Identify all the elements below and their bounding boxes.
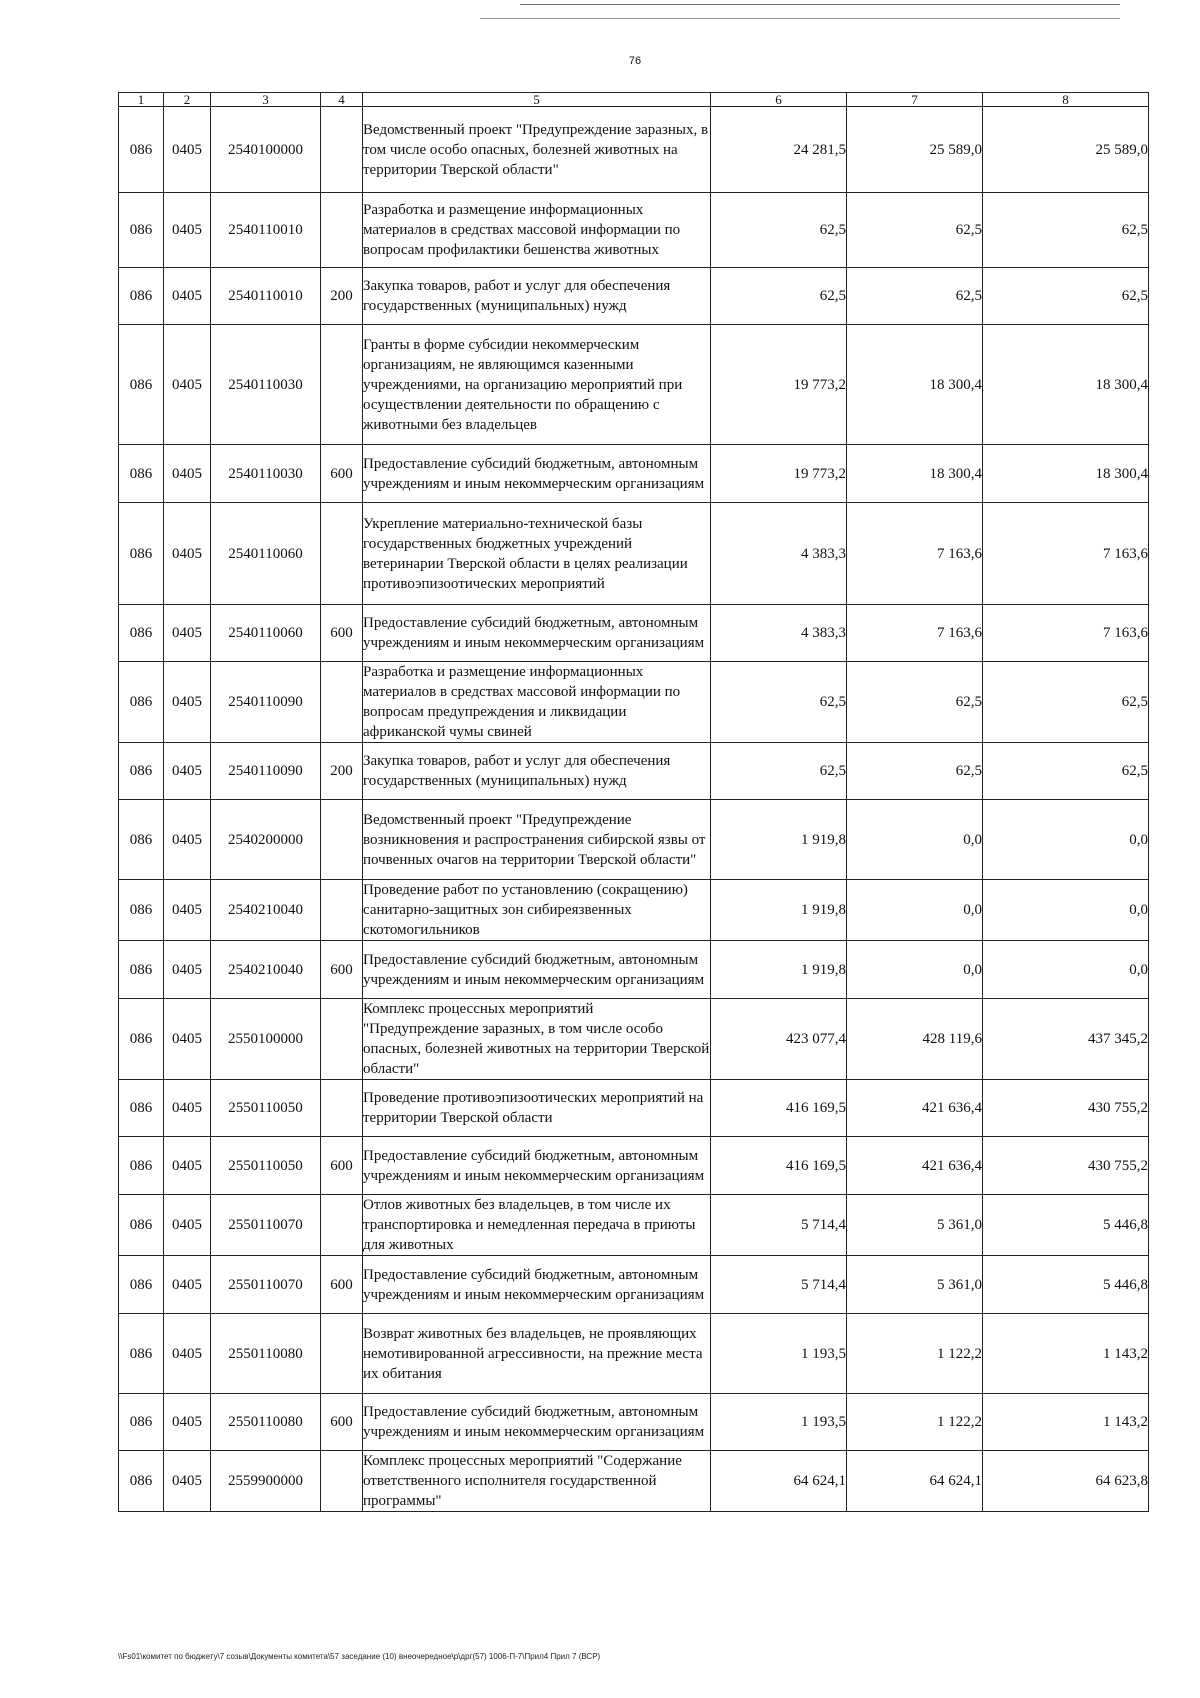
cell-section-code: 0405 xyxy=(164,1080,211,1137)
footer-file-path: \\Fs01\комитет по бюджету\7 созыв\Документы комитета\57 заседание (10) внеочередное\р\дрг(57) 1006-П-7\Прил4 Прил 7 (ВСР) xyxy=(118,1652,601,1661)
cell-expense-type xyxy=(321,662,363,743)
cell-description: Комплекс процессных мероприятий "Содержание ответственного исполнителя государственной программы" xyxy=(363,1451,711,1512)
column-header: 4 xyxy=(321,93,363,107)
cell-expense-type xyxy=(321,503,363,605)
cell-amount-col8: 1 143,2 xyxy=(983,1394,1149,1451)
cell-target-article: 2540110010 xyxy=(211,193,321,268)
cell-amount-col6: 1 919,8 xyxy=(711,800,847,880)
table-row xyxy=(119,1137,1149,1195)
cell-amount-col6: 24 281,5 xyxy=(711,107,847,193)
cell-expense-type: 600 xyxy=(321,1394,363,1451)
cell-amount-col6: 1 919,8 xyxy=(711,880,847,941)
cell-section-code: 0405 xyxy=(164,880,211,941)
cell-expense-type xyxy=(321,1080,363,1137)
cell-section-code: 0405 xyxy=(164,445,211,503)
cell-section-code: 0405 xyxy=(164,1256,211,1314)
cell-amount-col6: 19 773,2 xyxy=(711,445,847,503)
cell-amount-col6: 1 193,5 xyxy=(711,1314,847,1394)
table-row xyxy=(119,325,1149,445)
cell-expense-type: 200 xyxy=(321,743,363,800)
cell-target-article: 2540110030 xyxy=(211,325,321,445)
cell-expense-type: 600 xyxy=(321,941,363,999)
table-row xyxy=(119,800,1149,880)
cell-expense-type: 600 xyxy=(321,605,363,662)
cell-amount-col8: 5 446,8 xyxy=(983,1256,1149,1314)
cell-description: Комплекс процессных мероприятий "Предупреждение заразных, в том числе особо опасных, болезней животных на территории Тверской области" xyxy=(363,999,711,1080)
cell-section-code: 0405 xyxy=(164,662,211,743)
table-row xyxy=(119,1080,1149,1137)
cell-section-code: 0405 xyxy=(164,107,211,193)
cell-amount-col6: 416 169,5 xyxy=(711,1080,847,1137)
cell-target-article: 2540110090 xyxy=(211,662,321,743)
cell-target-article: 2540110030 xyxy=(211,445,321,503)
cell-target-article: 2559900000 xyxy=(211,1451,321,1512)
cell-section-code: 0405 xyxy=(164,1451,211,1512)
cell-target-article: 2550110080 xyxy=(211,1394,321,1451)
cell-target-article: 2540110090 xyxy=(211,743,321,800)
cell-target-article: 2540210040 xyxy=(211,880,321,941)
table-row xyxy=(119,999,1149,1080)
table-row xyxy=(119,1394,1149,1451)
cell-target-article: 2550110070 xyxy=(211,1195,321,1256)
cell-section-code: 0405 xyxy=(164,325,211,445)
cell-ministry-code: 086 xyxy=(119,325,164,445)
cell-ministry-code: 086 xyxy=(119,445,164,503)
cell-amount-col8: 5 446,8 xyxy=(983,1195,1149,1256)
cell-expense-type xyxy=(321,1195,363,1256)
cell-description: Гранты в форме субсидии некоммерческим организациям, не являющимся казенными учреждениями, на организацию мероприятий при осуществлении деятельности по обращению с животными без владельцев xyxy=(363,325,711,445)
table-row xyxy=(119,941,1149,999)
cell-expense-type: 200 xyxy=(321,268,363,325)
cell-amount-col7: 428 119,6 xyxy=(847,999,983,1080)
cell-description: Ведомственный проект "Предупреждение заразных, в том числе особо опасных, болезней животных на территории Тверской области" xyxy=(363,107,711,193)
cell-description: Предоставление субсидий бюджетным, автономным учреждениям и иным некоммерческим организациям xyxy=(363,445,711,503)
table-row xyxy=(119,268,1149,325)
cell-expense-type xyxy=(321,880,363,941)
cell-section-code: 0405 xyxy=(164,1137,211,1195)
cell-amount-col8: 430 755,2 xyxy=(983,1137,1149,1195)
cell-amount-col7: 1 122,2 xyxy=(847,1314,983,1394)
cell-expense-type xyxy=(321,107,363,193)
cell-amount-col6: 423 077,4 xyxy=(711,999,847,1080)
column-header: 3 xyxy=(211,93,321,107)
cell-amount-col7: 62,5 xyxy=(847,662,983,743)
cell-target-article: 2550110070 xyxy=(211,1256,321,1314)
cell-description: Предоставление субсидий бюджетным, автономным учреждениям и иным некоммерческим организациям xyxy=(363,941,711,999)
cell-amount-col8: 0,0 xyxy=(983,880,1149,941)
cell-target-article: 2550100000 xyxy=(211,999,321,1080)
cell-amount-col8: 7 163,6 xyxy=(983,605,1149,662)
cell-amount-col7: 7 163,6 xyxy=(847,605,983,662)
cell-amount-col7: 18 300,4 xyxy=(847,325,983,445)
cell-amount-col8: 18 300,4 xyxy=(983,445,1149,503)
cell-section-code: 0405 xyxy=(164,605,211,662)
page-number: 76 xyxy=(628,55,642,67)
table-row xyxy=(119,503,1149,605)
cell-amount-col7: 421 636,4 xyxy=(847,1137,983,1195)
cell-amount-col6: 4 383,3 xyxy=(711,605,847,662)
table-row xyxy=(119,605,1149,662)
cell-amount-col7: 0,0 xyxy=(847,800,983,880)
cell-target-article: 2540110060 xyxy=(211,503,321,605)
cell-amount-col6: 62,5 xyxy=(711,662,847,743)
cell-expense-type: 600 xyxy=(321,1256,363,1314)
cell-description: Предоставление субсидий бюджетным, автономным учреждениям и иным некоммерческим организациям xyxy=(363,605,711,662)
cell-amount-col7: 62,5 xyxy=(847,193,983,268)
cell-target-article: 2550110050 xyxy=(211,1080,321,1137)
cell-ministry-code: 086 xyxy=(119,662,164,743)
cell-description: Закупка товаров, работ и услуг для обеспечения государственных (муниципальных) нужд xyxy=(363,743,711,800)
cell-amount-col6: 62,5 xyxy=(711,268,847,325)
cell-description: Предоставление субсидий бюджетным, автономным учреждениям и иным некоммерческим организациям xyxy=(363,1394,711,1451)
cell-amount-col7: 5 361,0 xyxy=(847,1195,983,1256)
cell-ministry-code: 086 xyxy=(119,1394,164,1451)
cell-amount-col8: 18 300,4 xyxy=(983,325,1149,445)
cell-ministry-code: 086 xyxy=(119,999,164,1080)
cell-ministry-code: 086 xyxy=(119,1451,164,1512)
column-header: 2 xyxy=(164,93,211,107)
cell-amount-col8: 62,5 xyxy=(983,193,1149,268)
cell-ministry-code: 086 xyxy=(119,941,164,999)
cell-expense-type xyxy=(321,1314,363,1394)
cell-ministry-code: 086 xyxy=(119,605,164,662)
table-row xyxy=(119,1195,1149,1256)
cell-amount-col6: 416 169,5 xyxy=(711,1137,847,1195)
cell-description: Разработка и размещение информационных материалов в средствах массовой информации по вопросам профилактики бешенства животных xyxy=(363,193,711,268)
cell-section-code: 0405 xyxy=(164,503,211,605)
table-row xyxy=(119,1256,1149,1314)
top-scan-line xyxy=(480,18,1120,19)
cell-amount-col7: 64 624,1 xyxy=(847,1451,983,1512)
cell-amount-col6: 62,5 xyxy=(711,743,847,800)
cell-target-article: 2550110080 xyxy=(211,1314,321,1394)
cell-amount-col6: 64 624,1 xyxy=(711,1451,847,1512)
cell-description: Отлов животных без владельцев, в том числе их транспортировка и немедленная передача в приюты для животных xyxy=(363,1195,711,1256)
cell-target-article: 2540100000 xyxy=(211,107,321,193)
table-row xyxy=(119,662,1149,743)
column-header: 8 xyxy=(983,93,1149,107)
table-row xyxy=(119,445,1149,503)
cell-ministry-code: 086 xyxy=(119,268,164,325)
cell-amount-col7: 25 589,0 xyxy=(847,107,983,193)
cell-expense-type xyxy=(321,1451,363,1512)
budget-table xyxy=(118,92,1149,1512)
cell-amount-col7: 1 122,2 xyxy=(847,1394,983,1451)
cell-amount-col6: 4 383,3 xyxy=(711,503,847,605)
column-header: 5 xyxy=(363,93,711,107)
cell-amount-col8: 62,5 xyxy=(983,743,1149,800)
table-row xyxy=(119,1314,1149,1394)
cell-expense-type xyxy=(321,325,363,445)
cell-expense-type xyxy=(321,800,363,880)
cell-amount-col8: 1 143,2 xyxy=(983,1314,1149,1394)
cell-amount-col7: 421 636,4 xyxy=(847,1080,983,1137)
cell-section-code: 0405 xyxy=(164,743,211,800)
cell-target-article: 2540110060 xyxy=(211,605,321,662)
cell-section-code: 0405 xyxy=(164,1394,211,1451)
cell-ministry-code: 086 xyxy=(119,503,164,605)
cell-amount-col7: 62,5 xyxy=(847,743,983,800)
cell-target-article: 2540110010 xyxy=(211,268,321,325)
cell-ministry-code: 086 xyxy=(119,1195,164,1256)
cell-amount-col6: 1 919,8 xyxy=(711,941,847,999)
cell-description: Предоставление субсидий бюджетным, автономным учреждениям и иным некоммерческим организациям xyxy=(363,1256,711,1314)
cell-description: Укрепление материально-технической базы государственных бюджетных учреждений ветеринарии Тверской области в целях реализации противоэпизоотических мероприятий xyxy=(363,503,711,605)
column-number-row xyxy=(119,93,1149,107)
cell-section-code: 0405 xyxy=(164,1195,211,1256)
cell-ministry-code: 086 xyxy=(119,1314,164,1394)
cell-ministry-code: 086 xyxy=(119,743,164,800)
cell-amount-col8: 430 755,2 xyxy=(983,1080,1149,1137)
cell-section-code: 0405 xyxy=(164,193,211,268)
cell-amount-col8: 62,5 xyxy=(983,662,1149,743)
cell-amount-col6: 5 714,4 xyxy=(711,1256,847,1314)
cell-description: Ведомственный проект "Предупреждение возникновения и распространения сибирской язвы от почвенных очагов на территории Тверской области" xyxy=(363,800,711,880)
cell-ministry-code: 086 xyxy=(119,800,164,880)
table-row xyxy=(119,107,1149,193)
cell-ministry-code: 086 xyxy=(119,107,164,193)
cell-description: Предоставление субсидий бюджетным, автономным учреждениям и иным некоммерческим организациям xyxy=(363,1137,711,1195)
cell-amount-col8: 25 589,0 xyxy=(983,107,1149,193)
column-header: 6 xyxy=(711,93,847,107)
table-row xyxy=(119,743,1149,800)
cell-target-article: 2540200000 xyxy=(211,800,321,880)
cell-amount-col8: 437 345,2 xyxy=(983,999,1149,1080)
cell-amount-col8: 0,0 xyxy=(983,800,1149,880)
column-header: 7 xyxy=(847,93,983,107)
cell-ministry-code: 086 xyxy=(119,880,164,941)
top-scan-line xyxy=(520,4,1120,5)
cell-expense-type xyxy=(321,193,363,268)
cell-target-article: 2550110050 xyxy=(211,1137,321,1195)
cell-amount-col6: 19 773,2 xyxy=(711,325,847,445)
cell-ministry-code: 086 xyxy=(119,1256,164,1314)
cell-amount-col8: 64 623,8 xyxy=(983,1451,1149,1512)
cell-expense-type: 600 xyxy=(321,445,363,503)
cell-expense-type: 600 xyxy=(321,1137,363,1195)
cell-amount-col7: 18 300,4 xyxy=(847,445,983,503)
cell-description: Закупка товаров, работ и услуг для обеспечения государственных (муниципальных) нужд xyxy=(363,268,711,325)
cell-amount-col8: 0,0 xyxy=(983,941,1149,999)
cell-amount-col7: 5 361,0 xyxy=(847,1256,983,1314)
cell-description: Разработка и размещение информационных материалов в средствах массовой информации по вопросам предупреждения и ликвидации африканской чумы свиней xyxy=(363,662,711,743)
cell-amount-col6: 62,5 xyxy=(711,193,847,268)
table-row xyxy=(119,1451,1149,1512)
cell-section-code: 0405 xyxy=(164,941,211,999)
cell-amount-col7: 62,5 xyxy=(847,268,983,325)
cell-description: Проведение работ по установлению (сокращению) санитарно-защитных зон сибиреязвенных скотомогильников xyxy=(363,880,711,941)
cell-ministry-code: 086 xyxy=(119,193,164,268)
cell-amount-col7: 0,0 xyxy=(847,941,983,999)
cell-description: Возврат животных без владельцев, не проявляющих немотивированной агрессивности, на прежние места их обитания xyxy=(363,1314,711,1394)
table-row xyxy=(119,880,1149,941)
column-header: 1 xyxy=(119,93,164,107)
cell-amount-col6: 5 714,4 xyxy=(711,1195,847,1256)
cell-amount-col7: 7 163,6 xyxy=(847,503,983,605)
cell-amount-col7: 0,0 xyxy=(847,880,983,941)
cell-ministry-code: 086 xyxy=(119,1137,164,1195)
cell-description: Проведение противоэпизоотических мероприятий на территории Тверской области xyxy=(363,1080,711,1137)
cell-amount-col8: 7 163,6 xyxy=(983,503,1149,605)
cell-section-code: 0405 xyxy=(164,268,211,325)
table-row xyxy=(119,193,1149,268)
cell-amount-col6: 1 193,5 xyxy=(711,1394,847,1451)
cell-section-code: 0405 xyxy=(164,800,211,880)
cell-ministry-code: 086 xyxy=(119,1080,164,1137)
cell-target-article: 2540210040 xyxy=(211,941,321,999)
cell-amount-col8: 62,5 xyxy=(983,268,1149,325)
cell-section-code: 0405 xyxy=(164,999,211,1080)
cell-section-code: 0405 xyxy=(164,1314,211,1394)
table-body xyxy=(119,107,1149,1512)
cell-expense-type xyxy=(321,999,363,1080)
